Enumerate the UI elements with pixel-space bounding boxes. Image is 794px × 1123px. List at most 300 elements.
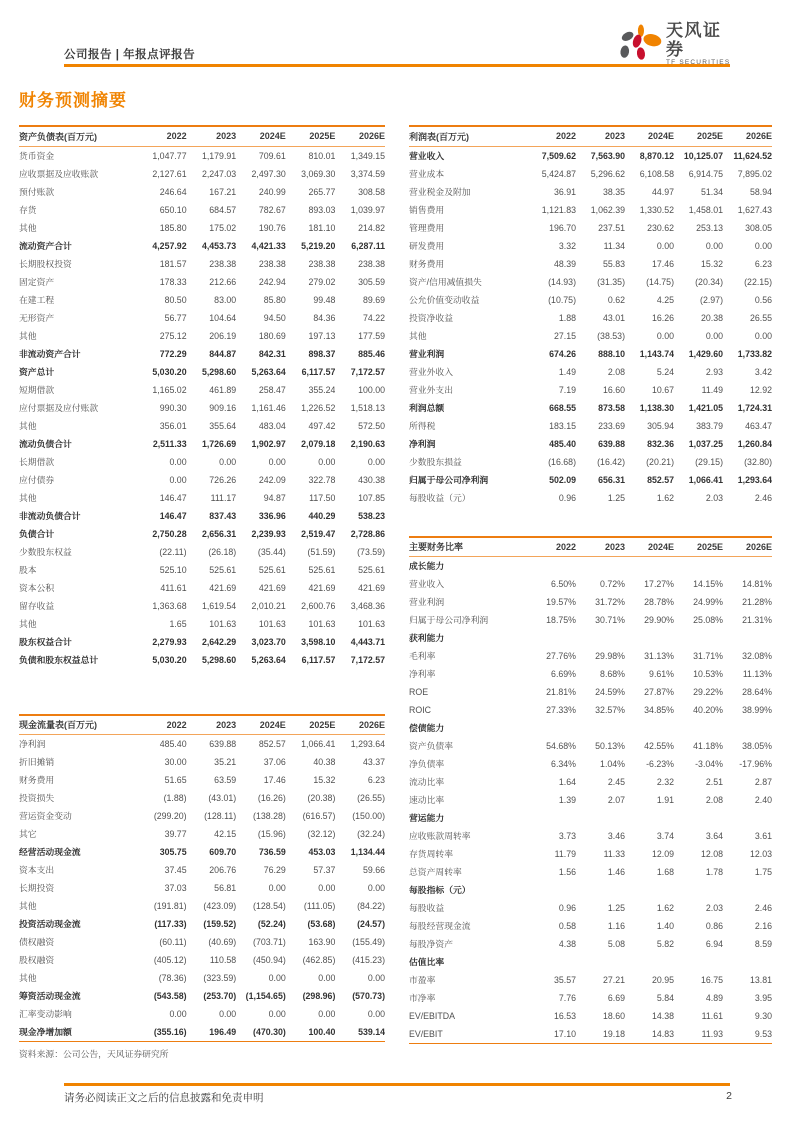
table-row [19,417,385,435]
row-label: 营业利润 [409,597,445,607]
cell-value: 0.00 [705,330,723,341]
cell-value: (117.33) [154,919,187,929]
cell-value: 1,293.64 [350,739,385,749]
cell-value: 18.75% [546,615,576,625]
cell-value: 873.58 [598,402,625,413]
cell-value: 1.56 [558,867,576,877]
cell-value: 1,121.83 [541,204,576,215]
cell-value: 100.40 [308,1027,336,1037]
year-column-header: 2025E [674,126,723,146]
cell-value: (128.54) [253,901,286,911]
cell-value: 852.57 [647,474,674,485]
breadcrumb: 公司报告 | 年报点评报告 [64,49,196,61]
cell-value: (26.55) [357,793,385,803]
section-row [409,809,772,827]
row-label: 总资产周转率 [409,867,462,877]
table-row [19,753,385,771]
row-label: ROE [409,687,429,697]
table-row [409,737,772,755]
cell-value: 30.71% [595,615,625,625]
cell-value: 440.29 [308,510,336,521]
row-label: 营业收入 [409,150,445,161]
cell-value [674,629,723,647]
table-row [409,309,772,327]
cell-value: 355.64 [209,420,237,431]
cell-value: 27.87% [644,687,674,697]
table-row [19,1023,385,1041]
table-row [409,827,772,845]
cell-value: 684.57 [209,204,237,215]
cell-value: 3,069.30 [301,168,336,179]
table-row [409,845,772,863]
cell-value: 6.34% [551,759,576,769]
cell-value: 1.91 [656,795,674,805]
table-row [19,915,385,933]
table-row [19,327,385,345]
cell-value: 43.37 [362,757,385,767]
table-row [19,951,385,969]
row-label: 固定资产 [19,276,55,287]
table-row [409,417,772,435]
cell-value: 2,642.29 [201,636,237,647]
cell-value: 14.38 [651,1011,674,1021]
cell-value: 639.88 [209,739,237,749]
table-row [19,146,385,165]
cell-value [625,809,674,827]
table-row [409,255,772,273]
cell-value: 11,624.52 [733,150,772,161]
cell-value: 1,134.44 [350,847,385,857]
cell-value: (24.57) [357,919,385,929]
cell-value: 27.33% [546,705,576,715]
cell-value: 2.03 [705,492,723,503]
cell-value: 1,138.30 [639,402,674,413]
row-label: 每股净资产 [409,939,453,949]
cell-value: 32.57% [595,705,625,715]
cell-value: 0.00 [367,456,385,467]
table-row [409,345,772,363]
cell-value: 31.71% [693,651,723,661]
cell-value: 888.10 [598,348,625,359]
cell-value: 5,298.60 [201,654,237,665]
cell-value: 525.61 [209,564,237,575]
cell-value: 572.50 [358,420,385,431]
cell-value: 322.78 [308,474,336,485]
table-row [409,791,772,809]
row-label: 少数股东损益 [409,456,462,467]
table-row [19,861,385,879]
section-row [409,953,772,971]
cell-value [527,953,576,971]
cell-value [674,557,723,576]
cell-value: (40.69) [208,937,237,947]
cell-value: (405.12) [153,955,187,965]
row-label: 利润总额 [409,402,445,413]
row-label: 负债和股东权益总计 [19,654,99,665]
cell-value: 175.02 [209,222,237,233]
cell-value: 6.94 [705,939,723,949]
cell-value: (84.22) [357,901,385,911]
cell-value: 3.64 [705,831,723,841]
source-note: 资料来源：公司公告，天风证券研究所 [19,1049,169,1059]
cell-value: 57.37 [313,865,336,875]
cell-value: 1,226.52 [301,402,336,413]
cell-value: 609.70 [209,847,237,857]
row-label: 资产总计 [19,366,55,377]
cell-value: 2.40 [754,795,772,805]
cell-value [723,809,772,827]
row-label: 毛利率 [409,651,436,661]
table-row [409,575,772,593]
year-column-header: 2024E [236,715,286,735]
cell-value: 0.56 [754,294,772,305]
cell-value: 709.61 [258,150,286,161]
cell-value: 1,165.02 [152,384,187,395]
cell-value: 7,509.62 [541,150,576,161]
cell-value: (703.71) [253,937,286,947]
table-header-row [409,537,772,557]
table-row [19,453,385,471]
table-row [19,543,385,561]
cell-value: 38.99% [742,705,772,715]
year-column-header: 2024E [625,537,674,557]
cell-value: 844.87 [209,348,237,359]
cell-value: 336.96 [258,510,286,521]
row-label: 资产负债率 [409,741,453,751]
cell-value: 1,161.46 [251,402,286,413]
row-label: 折旧摊销 [19,757,55,767]
cell-value: 74.22 [362,312,385,323]
cell-value: 11.34 [603,240,625,251]
balance-sheet-table [19,125,385,669]
cell-value: 94.50 [263,312,286,323]
cell-value: 0.00 [754,240,772,251]
cell-value: 11.33 [603,849,625,859]
cell-value: 2.16 [754,921,772,931]
cell-value: 4,453.73 [201,240,237,251]
cell-value: -6.23% [646,759,674,769]
row-label: 归属于母公司净利润 [409,615,489,625]
year-column-header: 2026E [335,126,385,146]
cell-value: 163.90 [308,937,336,947]
cell-value: 909.16 [209,402,237,413]
cell-value: 0.00 [318,1009,336,1019]
cell-value: 35.57 [553,975,576,985]
row-label: 应收账款周转率 [409,831,471,841]
cell-value: 6,117.57 [301,654,336,665]
cell-value: 411.61 [160,582,187,593]
cell-value: (462.85) [302,955,336,965]
row-label: 财务费用 [409,258,445,269]
cell-value: 214.82 [358,222,385,233]
cell-value: 39.77 [164,829,187,839]
cell-value: 308.05 [745,222,772,233]
row-label: 其他 [19,492,37,503]
cell-value: 19.18 [602,1029,625,1039]
row-label: EV/EBIT [409,1029,443,1039]
cell-value: 2.87 [754,777,772,787]
logo-title: 天风证券 [666,21,722,59]
row-label: 营运能力 [409,813,445,823]
cell-value: 101.63 [209,618,237,629]
cell-value: 12.03 [749,849,772,859]
row-label: 短期借款 [19,384,55,395]
cell-value: 35.21 [214,757,237,767]
cell-value: 893.03 [308,204,336,215]
row-label: 营业收入 [409,579,445,589]
cell-value: 1,066.41 [301,739,336,749]
cell-value: 32.08% [742,651,772,661]
table-row [409,165,772,183]
cell-value: 538.23 [358,510,385,521]
cell-value: 1,458.01 [688,204,723,215]
cell-value: 29.90% [644,615,674,625]
cell-value: 2,247.03 [201,168,237,179]
cell-value: 485.40 [159,739,187,749]
table-header-row [409,126,772,146]
cell-value: 5,219.20 [301,240,336,251]
cell-value: 3.46 [607,831,625,841]
cell-value: 2,511.33 [152,438,187,449]
cell-value: 4,421.33 [251,240,286,251]
cell-value: 37.03 [164,883,187,893]
cell-value: (60.11) [159,937,187,947]
cell-value: 242.09 [258,474,286,485]
cell-value: 27.21 [602,975,625,985]
cell-value: (150.00) [352,811,385,821]
section-row [409,557,772,576]
row-label: 长期投资 [19,883,55,893]
cell-value: (155.49) [352,937,385,947]
row-label: 净负债率 [409,759,445,769]
cell-value: 5,298.60 [201,366,237,377]
year-column-header: 2025E [286,715,336,735]
cell-value: 3.61 [754,831,772,841]
table-row [409,183,772,201]
cell-value: 0.00 [318,883,336,893]
cell-value: 772.29 [159,348,187,359]
left-column [19,125,385,1060]
table-row [19,345,385,363]
cell-value: (22.11) [159,546,187,557]
cell-value: 1,037.25 [688,438,723,449]
year-column-header: 2026E [335,715,385,735]
cell-value: (53.68) [307,919,336,929]
cell-value: 453.03 [308,847,336,857]
row-label: 其他 [19,901,37,911]
cell-value: 1.62 [656,492,674,503]
cell-value: (32.80) [744,456,772,467]
row-label: 股本 [19,564,37,575]
cell-value: 6.23 [754,258,772,269]
cell-value: 1.40 [656,921,674,931]
row-label: 获利能力 [409,633,445,643]
table-row [409,683,772,701]
table-title: 资产负债表(百万元) [19,126,137,146]
tf-logo-petals-icon [617,24,663,64]
table-row [409,899,772,917]
cell-value: 80.50 [164,294,187,305]
cell-value: 0.00 [268,1009,286,1019]
cell-value: 25.08% [693,615,723,625]
cell-value: 1.88 [558,312,576,323]
cell-value: 0.58 [558,921,576,931]
cell-value: 1.25 [607,492,625,503]
row-label: 其他 [19,973,37,983]
cell-value: 2.51 [705,777,723,787]
cell-value [576,953,625,971]
cell-value: 2.32 [656,777,674,787]
row-label: 存货 [19,204,37,215]
cell-value: 1,627.43 [737,204,772,215]
cell-value: (14.75) [646,276,674,287]
cell-value: 5,263.64 [251,366,286,377]
cell-value: 29.98% [595,651,625,661]
cell-value: (20.21) [646,456,674,467]
cell-value: (22.15) [744,276,772,287]
year-column-header: 2022 [527,126,576,146]
row-label: 速动比率 [409,795,445,805]
cell-value: 4.89 [705,993,723,1003]
cell-value: (10.75) [548,294,576,305]
cell-value: 6,117.57 [301,366,336,377]
row-label: 现金净增加额 [19,1027,72,1037]
cell-value: 1.78 [705,867,723,877]
row-label: 成长能力 [409,561,445,571]
cell-value: 17.46 [651,258,674,269]
table-row [409,917,772,935]
year-column-header: 2025E [286,126,336,146]
cell-value: (570.73) [352,991,385,1001]
table-row [409,701,772,719]
cell-value: (616.57) [302,811,336,821]
cell-value: 8.59 [754,939,772,949]
cell-value: 181.57 [159,258,187,269]
cell-value: 1,349.15 [350,150,385,161]
cell-value: 42.55% [644,741,674,751]
cell-value: 8.68% [600,669,625,679]
cell-value: 810.01 [308,150,336,161]
row-label: 资本支出 [19,865,55,875]
cell-value: 63.59 [214,775,237,785]
row-label: 市净率 [409,993,436,1003]
cell-value: (20.34) [695,276,723,287]
table-row [409,291,772,309]
row-label: 流动负债合计 [19,438,72,449]
cell-value: 5,296.62 [590,168,625,179]
year-column-header: 2023 [576,537,625,557]
cell-value: 1.62 [656,903,674,913]
cell-value: (2.97) [700,294,723,305]
cell-value: 0.00 [367,883,385,893]
financial-ratios-section [409,536,772,1045]
cell-value: 0.86 [705,921,723,931]
cell-value: 233.69 [598,420,625,431]
row-label: 货币资金 [19,150,55,161]
cell-value: (26.18) [208,546,237,557]
table-title: 现金流量表(百万元) [19,715,137,735]
cell-value: 0.00 [656,240,674,251]
cell-value: (52.24) [257,919,286,929]
table-row [409,971,772,989]
cell-value: 0.00 [754,330,772,341]
cell-value: 4,443.71 [350,636,385,647]
cell-value: 15.32 [700,258,723,269]
table-row [409,273,772,291]
table-row [409,399,772,417]
table-row [19,789,385,807]
cell-value: 12.09 [651,849,674,859]
cell-value: 183.15 [549,420,576,431]
cell-value: (470.30) [253,1027,286,1037]
cell-value: 42.15 [214,829,237,839]
cell-value: 9.30 [754,1011,772,1021]
cell-value [625,719,674,737]
cell-value: (543.58) [153,991,187,1001]
cell-value: 6.69 [607,993,625,1003]
cell-value: 430.38 [358,474,385,485]
cell-value: 305.59 [358,276,385,287]
cell-value: 3.42 [754,366,772,377]
cell-value: 18.60 [602,1011,625,1021]
cell-value: 2.45 [607,777,625,787]
cell-value: 38.35 [602,186,625,197]
row-label: EV/EBITDA [409,1011,455,1021]
cell-value [625,629,674,647]
year-column-header: 2022 [137,126,187,146]
cell-value: 0.00 [169,1009,187,1019]
cell-value [527,629,576,647]
row-label: 偿债能力 [409,723,445,733]
cell-value: 2.03 [705,903,723,913]
cell-value [723,881,772,899]
row-label: 应付债券 [19,474,55,485]
cell-value: 4.25 [656,294,674,305]
cell-value: 2.46 [754,903,772,913]
table-row [19,897,385,915]
cell-value: 101.63 [358,618,385,629]
row-label: 营业外支出 [409,384,453,395]
cell-value: 265.77 [308,186,336,197]
row-label: 所得税 [409,420,436,431]
row-label: 归属于母公司净利润 [409,474,489,485]
row-label: 汇率变动影响 [19,1009,72,1019]
cell-value: 37.45 [164,865,187,875]
cell-value: 20.95 [651,975,674,985]
row-label: 流动比率 [409,777,445,787]
cell-value: 1,421.05 [688,402,723,413]
cell-value [576,629,625,647]
row-label: 其他 [409,330,427,341]
cell-value: 55.83 [602,258,625,269]
cell-value: (15.96) [257,829,286,839]
cell-value: 1.64 [558,777,576,787]
cell-value: 206.76 [209,865,237,875]
row-label: 营业税金及附加 [409,186,471,197]
row-label: 其他 [19,330,37,341]
cell-value: 4,257.92 [152,240,187,251]
cell-value [723,629,772,647]
cell-value: 3.95 [754,993,772,1003]
cell-value: 1.75 [754,867,772,877]
cell-value: 36.91 [553,186,576,197]
cell-value: 1,733.82 [737,348,772,359]
cell-value: 196.49 [209,1027,237,1037]
table-row [409,935,772,953]
cell-value: (29.15) [695,456,723,467]
table-row [409,201,772,219]
table-row [19,399,385,417]
